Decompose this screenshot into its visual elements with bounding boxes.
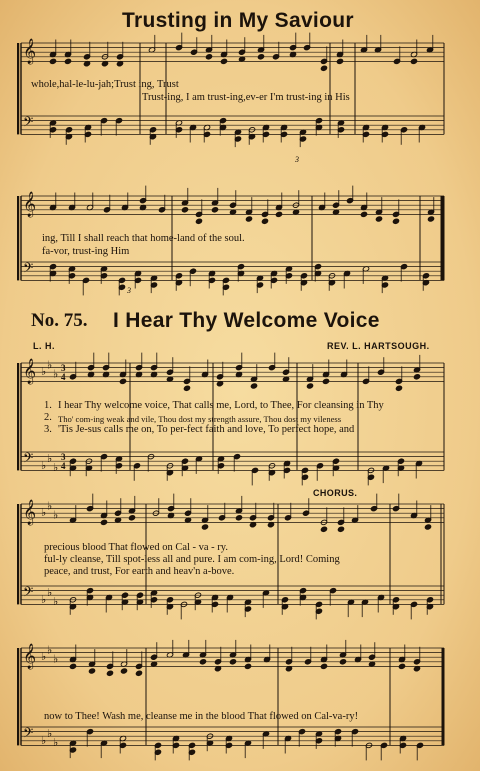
note-head <box>392 218 399 224</box>
note-head <box>257 54 264 60</box>
system-bracket <box>17 196 19 280</box>
note-head <box>183 385 190 391</box>
flat-sign: ♭ <box>41 650 47 664</box>
note-head <box>275 211 282 217</box>
verse-line: 'Tis Je-sus calls me on, To per-fect faith and love, To perfect hope, and <box>58 424 355 435</box>
note-head <box>395 385 402 391</box>
note-head <box>320 526 327 532</box>
hymn1-lyric-line: Trust-ing, I am trust-ing,ev-er I'm trust-ing in His <box>142 92 350 103</box>
flat-sign: ♭ <box>47 451 53 465</box>
flat-sign: ♭ <box>41 365 47 379</box>
flat-sign: ♭ <box>47 358 53 372</box>
note-head <box>413 374 420 380</box>
hymn1-lyric-line: whole,hal-le-lu-jah;Trust ing, Trust <box>31 79 179 90</box>
bass-clef: 𝄢 <box>23 114 34 133</box>
treble-clef: 𝄞 <box>23 500 37 525</box>
flat-sign: ♭ <box>53 652 59 666</box>
hymn1-lyric-line: ing, Till I shall reach that home-land of the soul. <box>42 233 245 244</box>
treble-clef: 𝄞 <box>23 192 37 217</box>
note-head <box>205 54 212 60</box>
note-head <box>135 670 142 676</box>
system-bracket <box>17 43 19 134</box>
flat-sign: ♭ <box>53 367 59 381</box>
treble-clef: 𝄞 <box>23 39 37 64</box>
note-head <box>245 216 252 222</box>
note-head <box>100 519 107 525</box>
note-head <box>119 378 126 384</box>
verse-number: 1. <box>44 400 52 411</box>
note-head <box>398 663 405 669</box>
bass-clef: 𝄢 <box>23 584 34 603</box>
note-head <box>199 659 206 665</box>
note-head <box>69 663 76 669</box>
tuplet-mark: 3 <box>127 286 131 295</box>
flat-sign: ♭ <box>41 733 47 747</box>
note-head <box>360 211 367 217</box>
note-head <box>220 58 227 64</box>
verse-line: Tho' com-ing weak and vile, Thou dost my strength assure, Thou dost my vileness <box>58 414 342 424</box>
note-head <box>120 668 127 674</box>
note-head <box>320 663 327 669</box>
flat-sign: ♭ <box>53 595 59 609</box>
verse-line: precious blood That flowed on Cal - va - ry. <box>44 542 228 553</box>
note-head <box>49 58 56 64</box>
hymn-number: No. 75. <box>31 310 88 331</box>
note-head <box>250 383 257 389</box>
note-head <box>128 515 135 521</box>
flat-sign: ♭ <box>41 592 47 606</box>
hymn-title-welcome-voice: I Hear Thy Welcome Voice <box>113 309 380 332</box>
verse-line: now to Thee! Wash me, cleanse me in the blood That flowed on Cal-va-ry! <box>44 711 359 722</box>
hymn1-lyric-line: fa-vor, trust-ing Him <box>42 246 130 257</box>
note-head <box>88 668 95 674</box>
verse-line: I hear Thy welcome voice, That calls me, Lord, to Thee, For cleansing in Thy <box>58 400 384 411</box>
note-head <box>64 58 71 64</box>
note-head <box>337 526 344 532</box>
note-head <box>195 218 202 224</box>
time-signature: 3 <box>61 452 66 462</box>
note-head <box>410 58 417 64</box>
final-barline <box>442 196 445 280</box>
verse-number: 3. <box>44 424 52 435</box>
flat-sign: ♭ <box>47 643 53 657</box>
treble-clef: 𝄞 <box>23 644 37 669</box>
flat-sign: ♭ <box>53 508 59 522</box>
author-credit: REV. L. HARTSOUGH. <box>327 341 430 351</box>
chorus-label: CHORUS. <box>313 488 358 498</box>
bass-clef: 𝄢 <box>23 260 34 279</box>
note-head <box>201 524 208 530</box>
time-signature: 4 <box>61 372 66 382</box>
flat-sign: ♭ <box>53 736 59 750</box>
note-head <box>211 207 218 213</box>
time-signature: 3 <box>61 363 66 373</box>
flat-sign: ♭ <box>47 585 53 599</box>
bass-clef: 𝄢 <box>23 450 34 469</box>
verse-number: 2. <box>44 412 52 423</box>
bass-clef: 𝄢 <box>23 725 34 744</box>
note-head <box>322 378 329 384</box>
flat-sign: ♭ <box>53 461 59 475</box>
note-head <box>229 659 236 665</box>
final-barline <box>442 648 445 745</box>
note-head <box>244 663 251 669</box>
hymn-title-trusting: Trusting in My Saviour <box>122 9 354 32</box>
verse-line: peace, and trust, For earth and heav'n a-bove. <box>44 566 235 577</box>
note-head <box>306 383 313 389</box>
note-head <box>339 659 346 665</box>
verse-line: ful-ly cleanse, Till spot-less all and pure. I am com-ing, Lord! Coming <box>44 554 340 565</box>
note-head <box>261 218 268 224</box>
note-head <box>375 216 382 222</box>
system-bracket <box>17 504 19 604</box>
time-signature: 4 <box>61 461 66 471</box>
note-head <box>235 515 242 521</box>
note-head <box>181 207 188 213</box>
flat-sign: ♭ <box>47 726 53 740</box>
tuplet-mark: 3 <box>295 155 299 164</box>
treble-clef: 𝄞 <box>23 359 37 384</box>
flat-sign: ♭ <box>41 458 47 472</box>
note-head <box>320 65 327 71</box>
system-bracket <box>17 363 19 470</box>
note-head <box>424 524 431 530</box>
system-bracket <box>17 648 19 745</box>
flat-sign: ♭ <box>41 506 47 520</box>
note-head <box>106 670 113 676</box>
flat-sign: ♭ <box>47 499 53 513</box>
note-head <box>427 216 434 222</box>
note-head <box>336 58 343 64</box>
composer-credit: L. H. <box>33 341 55 351</box>
